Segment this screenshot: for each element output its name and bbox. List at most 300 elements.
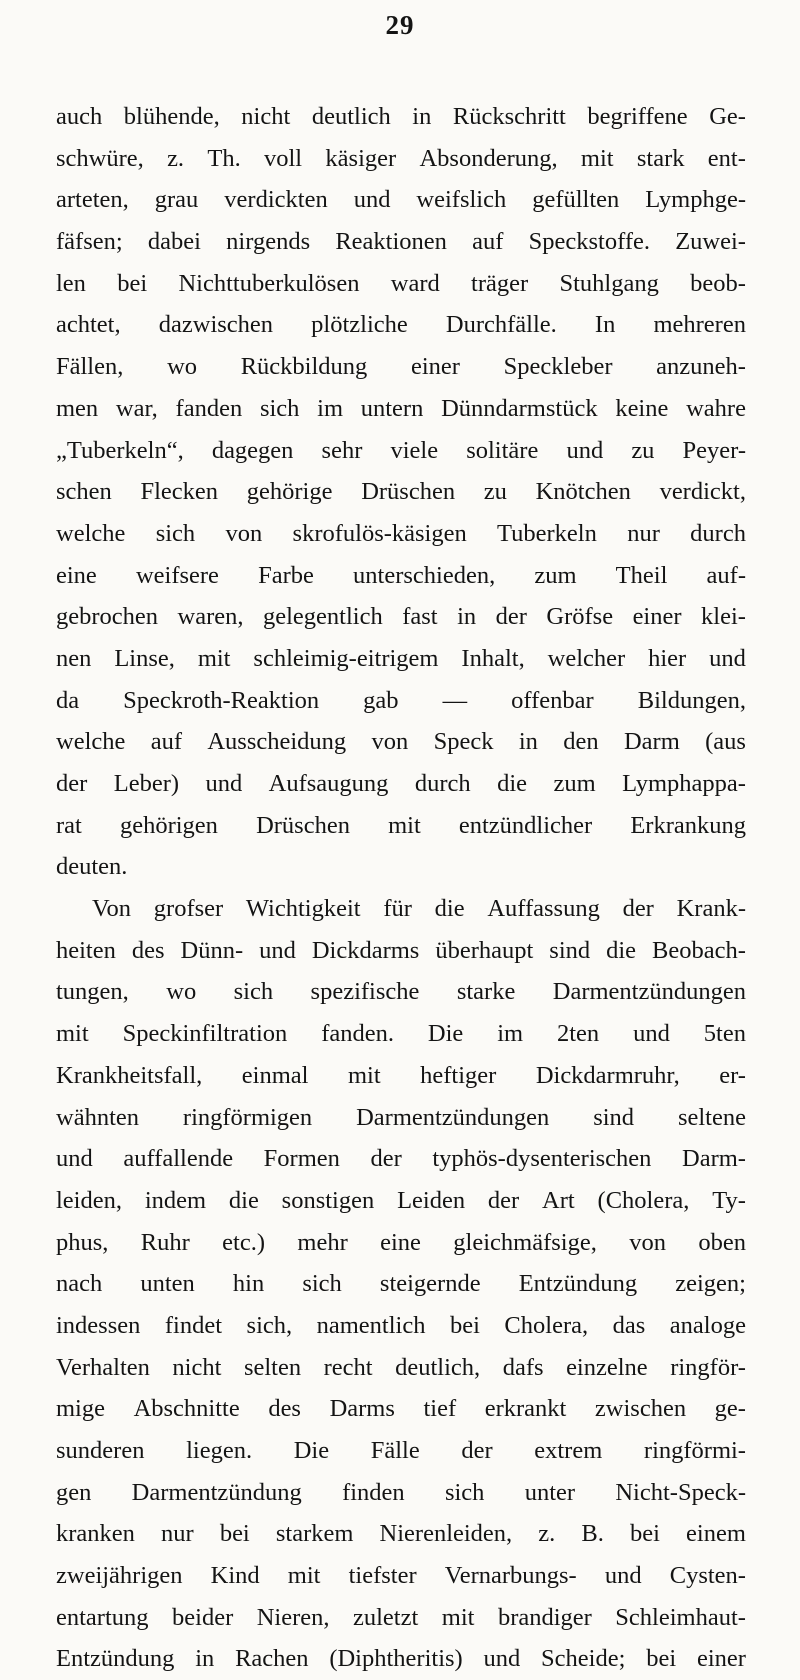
word: Vernarbungs- [444,1562,577,1590]
word: extrem [534,1437,603,1464]
word: arteten, [56,186,129,214]
word: nirgends [226,228,311,256]
text-line [56,805,746,847]
word: B. [581,1520,604,1548]
word: beider [172,1603,234,1631]
word: mit [287,1562,321,1590]
word: Nicht-Speck- [615,1478,746,1506]
text-line [56,1222,746,1264]
word: fäfsen; [56,228,123,256]
word: steigernde [379,1270,481,1298]
word: Entzündung [56,1645,175,1673]
word: den [563,728,599,756]
word: seltene [677,1103,746,1131]
word: deuten. [56,853,128,881]
word: anzuneh- [656,353,746,381]
word: des [131,936,165,964]
text-line [56,971,746,1013]
word: tiefster [348,1562,417,1590]
word: Darm- [682,1145,746,1173]
word: nicht [172,1353,222,1381]
word: in [412,103,432,130]
word: spezifische [310,978,420,1006]
word: Speck [433,728,494,756]
word: deutlich [311,103,391,130]
word: welche [56,728,126,756]
word: zum [534,561,577,589]
word: tief [423,1395,457,1423]
word: Beobach- [652,936,746,964]
word: blühende, [123,103,220,130]
text-line [56,1097,746,1139]
text-line [56,888,746,930]
word: Darmentzündungen [552,978,746,1006]
word: zum [553,770,596,797]
word: gebrochen [56,603,159,631]
word: Darms [329,1395,395,1423]
word: (Diphtheritis) [329,1645,463,1673]
word: der [370,1145,402,1173]
word: dagegen [211,436,294,464]
word: Verhalten [56,1353,150,1381]
word: kranken [56,1520,135,1548]
word: zu [631,436,655,464]
word: starke [456,978,516,1006]
word: Dickdarmruhr, [535,1061,680,1089]
word: Reaktionen [335,228,447,256]
word: Cysten- [669,1562,746,1590]
text-line [56,1638,746,1680]
word: nach [56,1270,103,1298]
word: träger [471,269,529,297]
word: Krank- [676,895,746,923]
word: indessen [56,1311,141,1339]
word: durch [414,770,471,797]
text-line [56,1013,746,1055]
text-line [56,1555,746,1597]
word: Linse, [114,644,175,672]
word: eine [380,1228,421,1256]
word: entartung [56,1603,149,1631]
word: einer [632,603,682,631]
word: ringför- [670,1353,746,1381]
word: von [629,1228,666,1256]
word: Rachen [235,1645,309,1673]
text-line [56,471,746,513]
word: mit [347,1061,381,1089]
text-line [56,1347,746,1389]
word: einem [686,1520,746,1548]
text-line [56,1305,746,1347]
word: schleimig-eitrigem [253,644,439,672]
word: sind [549,936,591,964]
word: schwüre, [56,144,144,172]
word: bei [629,1520,660,1548]
word: Art [542,1186,575,1214]
word: nur [627,519,660,547]
word: Bildungen, [637,686,746,714]
word: zweijährigen [56,1562,183,1590]
word: auf [150,728,183,756]
text-line [56,763,746,805]
word: und [259,936,296,964]
word: untern [360,394,424,422]
word: auch [56,103,103,130]
word: gen [56,1478,92,1506]
word: zwischen [594,1395,687,1423]
word: analoge [669,1311,746,1339]
word: entzündlicher [458,811,593,839]
word: wahre [686,394,746,422]
word: wo [166,978,197,1006]
word: Von [92,895,132,923]
word: sonstigen [281,1186,375,1214]
word: Peyer- [682,436,746,464]
word: sich [233,978,274,1006]
word: z. [538,1520,556,1548]
word: gab [363,686,399,714]
word: offenbar [511,686,594,714]
word: mige [56,1395,105,1423]
word: oben [698,1228,746,1256]
word: Darmentzündung [131,1478,302,1506]
word: Drüschen [256,811,350,839]
word: überhaupt [435,936,534,964]
word: sind [593,1103,635,1131]
word: liegen. [186,1437,253,1464]
word: ringförmi- [643,1437,746,1464]
word: für [383,895,412,923]
word: Entzündung [518,1270,638,1298]
word: Tuberkeln [497,519,597,547]
word: Dünndarmstück [441,394,598,422]
word: Nieren, [256,1603,330,1631]
word: stark [636,144,685,172]
word: und [709,644,746,672]
word: In [594,311,616,339]
word: einzelne [566,1353,648,1381]
text-line [56,1472,746,1514]
word: durch [690,519,746,547]
word: mit [441,1603,475,1631]
text-line [56,1138,746,1180]
word: verdickten [224,186,328,214]
word: gleichmäfsige, [453,1228,597,1256]
word: bei [117,269,148,297]
body-text [56,96,746,1680]
text-line [56,304,746,346]
word: in [195,1645,215,1673]
text-line [56,346,746,388]
word: dazwischen [158,311,274,339]
word: Ge- [709,103,746,130]
word: Darm [623,728,680,756]
word: Speckinfiltration [122,1020,288,1048]
word: die [228,1186,259,1214]
word: gefüllten [532,186,620,214]
word: Formen [263,1145,340,1173]
word: Rückschritt [452,103,566,130]
word: mehr [297,1228,348,1256]
word: heftiger [420,1061,497,1089]
word: 2ten [557,1020,600,1048]
word: solitäre [466,436,539,464]
text-line [56,1513,746,1555]
word: zuletzt [353,1603,419,1631]
word: selten [243,1353,302,1381]
word: indem [144,1186,207,1214]
text-line [56,430,746,472]
word: len [56,269,86,297]
word: und [604,1562,642,1590]
word: nen [56,644,92,672]
word: fanden. [321,1020,394,1048]
word: verdickt, [659,478,746,506]
word: Dickdarms [311,936,420,964]
word: heiten [56,936,116,964]
word: der [461,1437,493,1464]
word: der [495,603,527,631]
word: etc.) [222,1228,266,1256]
word: Nichttuberkulösen [178,269,360,297]
word: sehr [321,436,363,464]
word: Kind [210,1562,260,1590]
word: des [268,1395,301,1423]
word: dabei [147,228,201,256]
word: er- [719,1061,746,1089]
word: der [622,895,654,923]
word: phus, [56,1228,109,1256]
word: und [483,1645,521,1673]
word: und [633,1020,670,1048]
word: Flecken [140,478,219,506]
word: Aufsaugung [268,770,389,797]
word: gehörigen [119,811,218,839]
text-line [56,263,746,305]
word: auf [472,228,504,256]
word: rat [56,811,82,839]
word: Die [427,1020,464,1048]
word: Fälle [370,1437,420,1464]
word: — [442,686,468,714]
word: sich, [246,1311,293,1339]
word: sich [155,519,196,547]
word: leiden, [56,1186,122,1214]
word: nicht [241,103,291,130]
word: der [56,770,88,797]
word: auf- [706,561,746,589]
word: war, [115,394,158,422]
word: im [497,1020,524,1048]
word: Abschnitte [133,1395,240,1423]
word: Zuwei- [675,228,746,256]
word: Scheide; [541,1645,626,1673]
word: weifsere [135,561,219,589]
word: grau [154,186,199,214]
word: bei [219,1520,250,1548]
word: skrofulös-käsigen [292,519,467,547]
word: z. [167,144,185,172]
word: unter [524,1478,576,1506]
text-line [56,1055,746,1097]
word: mehreren [653,311,746,339]
word: fast [402,603,438,631]
word: Leber) [113,770,180,797]
word: begriffene [587,103,688,130]
word: käsiger [325,144,397,172]
word: typhös-dysenterischen [432,1145,652,1173]
word: Speckleber [503,353,613,381]
word: Krankheitsfall, [56,1061,203,1089]
word: zu [483,478,507,506]
word: klei- [701,603,746,631]
word: plötzliche [311,311,408,339]
text-line [56,138,746,180]
page-number: 29 [385,10,415,40]
word: Stuhlgang [559,269,659,297]
word: hier [648,644,687,672]
word: Auffassung [487,895,600,923]
word: keine [615,394,669,422]
word: grofser [153,895,224,923]
word: von [371,728,409,756]
text-line [56,596,746,638]
word: von [225,519,263,547]
text-line [56,513,746,555]
word: welche [56,519,126,547]
word: Dünn- [180,936,244,964]
word: das [612,1311,646,1339]
word: schen [56,478,112,506]
word: in [457,603,477,631]
text-line [56,721,746,763]
word: eine [56,561,97,589]
word: Durchfälle. [445,311,557,339]
word: (aus [705,728,746,756]
word: Inhalt, [461,644,525,672]
word: starkem [275,1520,354,1548]
word: voll [264,144,303,172]
word: viele [390,436,439,464]
word: Darmentzündungen [356,1103,550,1131]
word: Theil [615,561,668,589]
word: mit [388,811,421,839]
word: bei [646,1645,677,1673]
word: Erkrankung [630,811,746,839]
text-line [56,1430,746,1472]
word: zeigen; [675,1270,746,1298]
word: ward [390,269,440,297]
word: Schleimhaut- [615,1603,746,1631]
word: achtet, [56,311,121,339]
word: Lymphappa- [622,770,746,797]
word: und [205,770,243,797]
text-line [56,96,746,138]
word: mit [56,1020,89,1048]
word: Cholera, [504,1311,589,1339]
word: einer [696,1645,746,1673]
word: Fällen, [56,353,124,381]
word: Leiden [397,1186,466,1214]
word: Speckstoffe. [528,228,650,256]
word: ge- [714,1395,746,1423]
word: Nierenleiden, [379,1520,513,1548]
word: fanden [175,394,243,422]
word: Ty- [712,1186,746,1214]
word: bei [449,1311,480,1339]
text-line [56,555,746,597]
word: waren, [177,603,244,631]
text-line [56,1597,746,1639]
word: ringförmigen [182,1103,313,1131]
text-line [56,1180,746,1222]
word: sich [302,1270,342,1298]
text-line [56,1263,746,1305]
word: Lymphge- [645,186,746,214]
text-line [56,179,746,221]
word: im [317,394,344,422]
word: Ruhr [140,1228,190,1256]
text-line [56,680,746,722]
word: wähnten [56,1103,139,1131]
word: beob- [690,269,746,297]
word: Farbe [258,561,314,589]
word: mit [580,144,614,172]
word: findet [164,1311,223,1339]
word: auffallende [123,1145,234,1173]
word: tungen, [56,978,129,1006]
word: sich [259,394,300,422]
text-line [56,388,746,430]
word: ent- [707,144,746,172]
word: Rückbildung [240,353,368,381]
word: mit [197,644,231,672]
word: welcher [547,644,626,672]
word: die [606,936,637,964]
word: „Tuberkeln“, [56,436,184,464]
word: namentlich [316,1311,426,1339]
word: und [566,436,604,464]
word: gelegentlich [263,603,383,631]
word: unten [140,1270,195,1298]
word: erkrankt [484,1395,567,1423]
word: Drüschen [361,478,456,506]
word: (Cholera, [597,1186,690,1214]
word: Gröfse [546,603,614,631]
word: weifslich [416,186,507,214]
word: brandiger [497,1603,592,1631]
word: hin [232,1270,265,1298]
text-line [56,221,746,263]
word: finden [342,1478,405,1506]
word: die [497,770,528,797]
word: Knötchen [535,478,631,506]
text-line [56,1388,746,1430]
text-line [56,638,746,680]
word: Th. [207,144,241,172]
word: da [56,686,80,714]
word: men [56,394,99,422]
word: wo [167,353,198,381]
word: dafs [502,1353,544,1381]
word: sich [444,1478,485,1506]
word: deutlich, [395,1353,481,1381]
word: einmal [241,1061,309,1089]
word: nur [161,1520,194,1548]
text-line [56,846,746,888]
word: Absonderung, [419,144,558,172]
word: in [518,728,538,756]
